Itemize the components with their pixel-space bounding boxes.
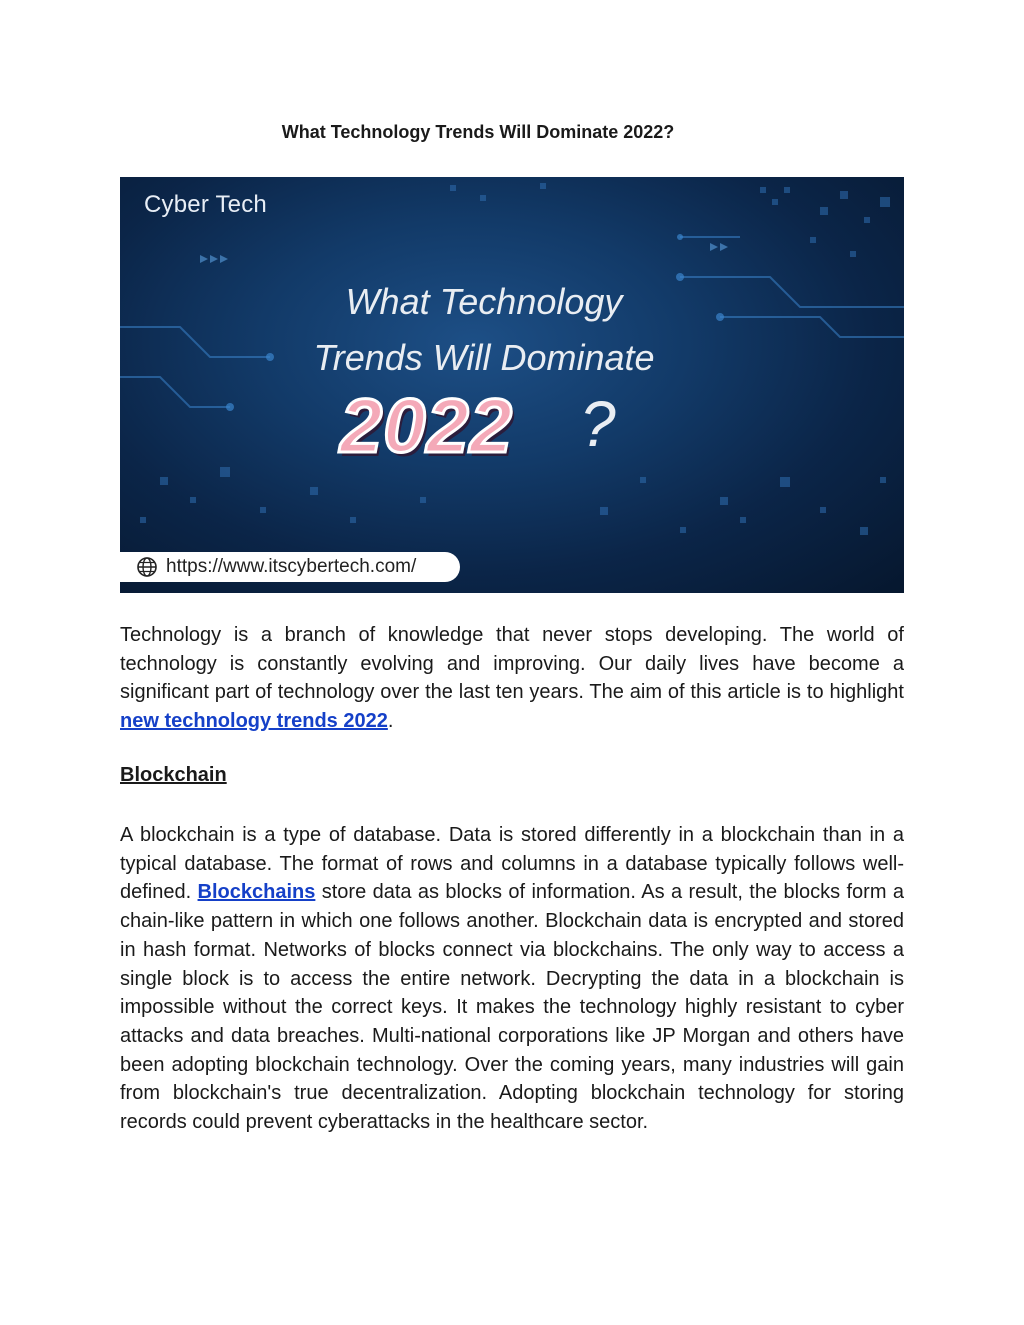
banner-headline-line1: What Technology xyxy=(345,281,623,322)
new-technology-trends-link[interactable]: new technology trends 2022 xyxy=(120,710,388,733)
intro-paragraph xyxy=(120,621,904,736)
document-title: What Technology Trends Will Dominate 2022? xyxy=(281,122,675,142)
blockchain-text-rest: store data as blocks of information. As a result, the blocks form a chain-like pattern in which one follows another. Blockchain data is encrypted and stored in hash format. Networks of blocks connect via blockchains. The only way to access a single block is to access the entire network. Decrypting the data in a blockchain is impossible without the correct keys. It makes the technology highly resistant to cyber attacks and data breaches. Multi-national corporations like JP Morgan and others have been adopting blockchain technology. Over the coming years, many industries will gain from blockchain's true decentralization. Adopting blockchain technology for storing records could prevent cyberattacks in the healthcare sector. xyxy=(120,881,904,1134)
banner-headline-line2: Trends Will Dominate xyxy=(313,337,655,378)
blockchain-heading: Blockchain xyxy=(120,764,227,786)
intro-text-end: . xyxy=(387,710,394,733)
banner-brand-text: Cyber Tech xyxy=(144,191,267,218)
globe-icon xyxy=(136,556,158,578)
blockchain-paragraph xyxy=(120,821,904,1137)
blockchain-text: A blockchain is a type of database. Data is stored differently in a blockchain than in a typical database. The format of rows and columns in a database typically follows well-defined. xyxy=(120,824,904,904)
blockchains-link[interactable]: Blockchains xyxy=(197,881,316,904)
banner-year: 2022 xyxy=(340,384,514,469)
intro-text: Technology is a branch of knowledge that never stops developing. The world of technology is constantly evolving and improving. Our daily lives have become a significant part of technology over the last ten years. The aim of this article is to highlight xyxy=(120,624,904,704)
banner-question-mark: ? xyxy=(580,388,616,460)
hero-banner-image xyxy=(120,177,904,593)
banner-url-pill xyxy=(120,552,460,582)
banner-url-text: https://www.itscybertech.com/ xyxy=(166,556,417,577)
